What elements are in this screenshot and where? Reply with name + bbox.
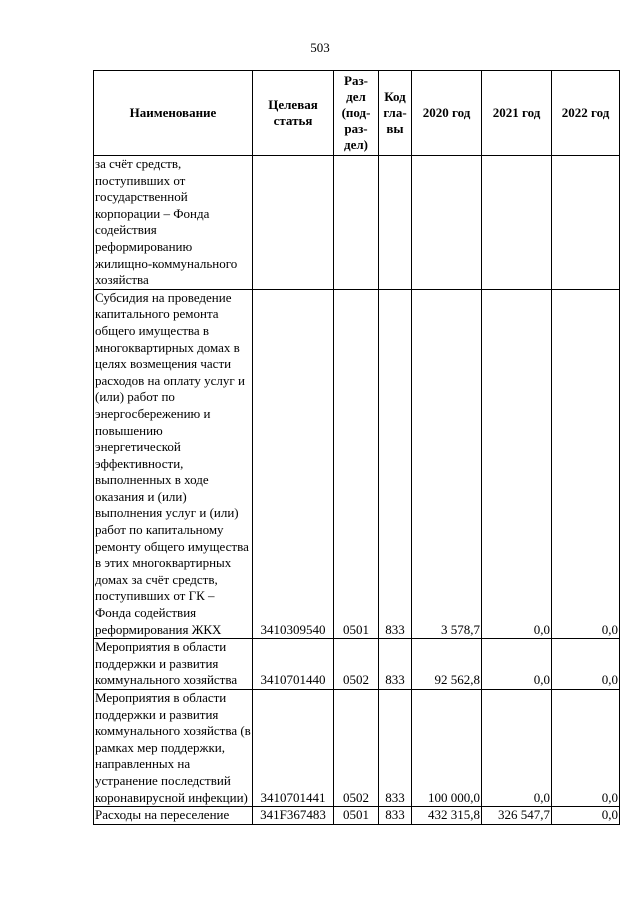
row-name: Мероприятия в области поддержки и развития коммунального хозяйства [94, 639, 253, 690]
row-2021: 0,0 [482, 289, 552, 638]
row-2021: 0,0 [482, 690, 552, 807]
header-2021: 2021 год [482, 71, 552, 156]
table-row [94, 156, 620, 290]
row-2021 [482, 156, 552, 290]
row-name: за счёт средств, поступивших от государственной корпорации – Фонда содействия реформированию жилищно-коммунального хозяйства [94, 156, 253, 290]
row-chapter [379, 156, 412, 290]
row-chapter: 833 [379, 289, 412, 638]
row-section: 0501 [334, 807, 379, 825]
header-2020: 2020 год [412, 71, 482, 156]
header-row [94, 71, 620, 156]
row-2020 [412, 156, 482, 290]
row-section [334, 156, 379, 290]
row-2022: 0,0 [552, 639, 620, 690]
row-section: 0502 [334, 690, 379, 807]
header-name: Наименование [94, 71, 253, 156]
row-2020: 100 000,0 [412, 690, 482, 807]
row-section: 0501 [334, 289, 379, 638]
row-2021: 326 547,7 [482, 807, 552, 825]
row-2022: 0,0 [552, 690, 620, 807]
row-chapter: 833 [379, 639, 412, 690]
budget-table [93, 70, 620, 825]
table-row [94, 807, 620, 825]
row-2020: 3 578,7 [412, 289, 482, 638]
row-chapter: 833 [379, 807, 412, 825]
row-name: Мероприятия в области поддержки и развития коммунального хозяйства (в рамках мер поддержки, направленных на устранение последствий коронавирусной инфекции) [94, 690, 253, 807]
row-section: 0502 [334, 639, 379, 690]
row-2022 [552, 156, 620, 290]
header-target: Целевая статья [253, 71, 334, 156]
row-target: 3410701441 [253, 690, 334, 807]
row-2022: 0,0 [552, 289, 620, 638]
page-number: 503 [310, 40, 330, 55]
header-chapter: Код гла- вы [379, 71, 412, 156]
row-target: 341F367483 [253, 807, 334, 825]
row-name: Расходы на переселение [94, 807, 253, 825]
row-target: 3410701440 [253, 639, 334, 690]
header-2022: 2022 год [552, 71, 620, 156]
row-chapter: 833 [379, 690, 412, 807]
header-section: Раз- дел (под- раз- дел) [334, 71, 379, 156]
row-2020: 432 315,8 [412, 807, 482, 825]
row-name: Субсидия на проведение капитального ремонта общего имущества в многоквартирных домах в целях возмещения части расходов на оплату услуг и (или) работ по энергосбережению и повышению энергетической эффективности, выполненных в ходе оказания и (или) выполнения услуг и (или) работ по капитальному ремонту общего имущества в этих многоквартирных домах за счёт средств, поступивших от ГК – Фонда содействия реформирования ЖКХ [94, 289, 253, 638]
table-row [94, 289, 620, 638]
row-target [253, 156, 334, 290]
table-row [94, 690, 620, 807]
table-row [94, 639, 620, 690]
row-2020: 92 562,8 [412, 639, 482, 690]
row-2022: 0,0 [552, 807, 620, 825]
row-2021: 0,0 [482, 639, 552, 690]
row-target: 3410309540 [253, 289, 334, 638]
